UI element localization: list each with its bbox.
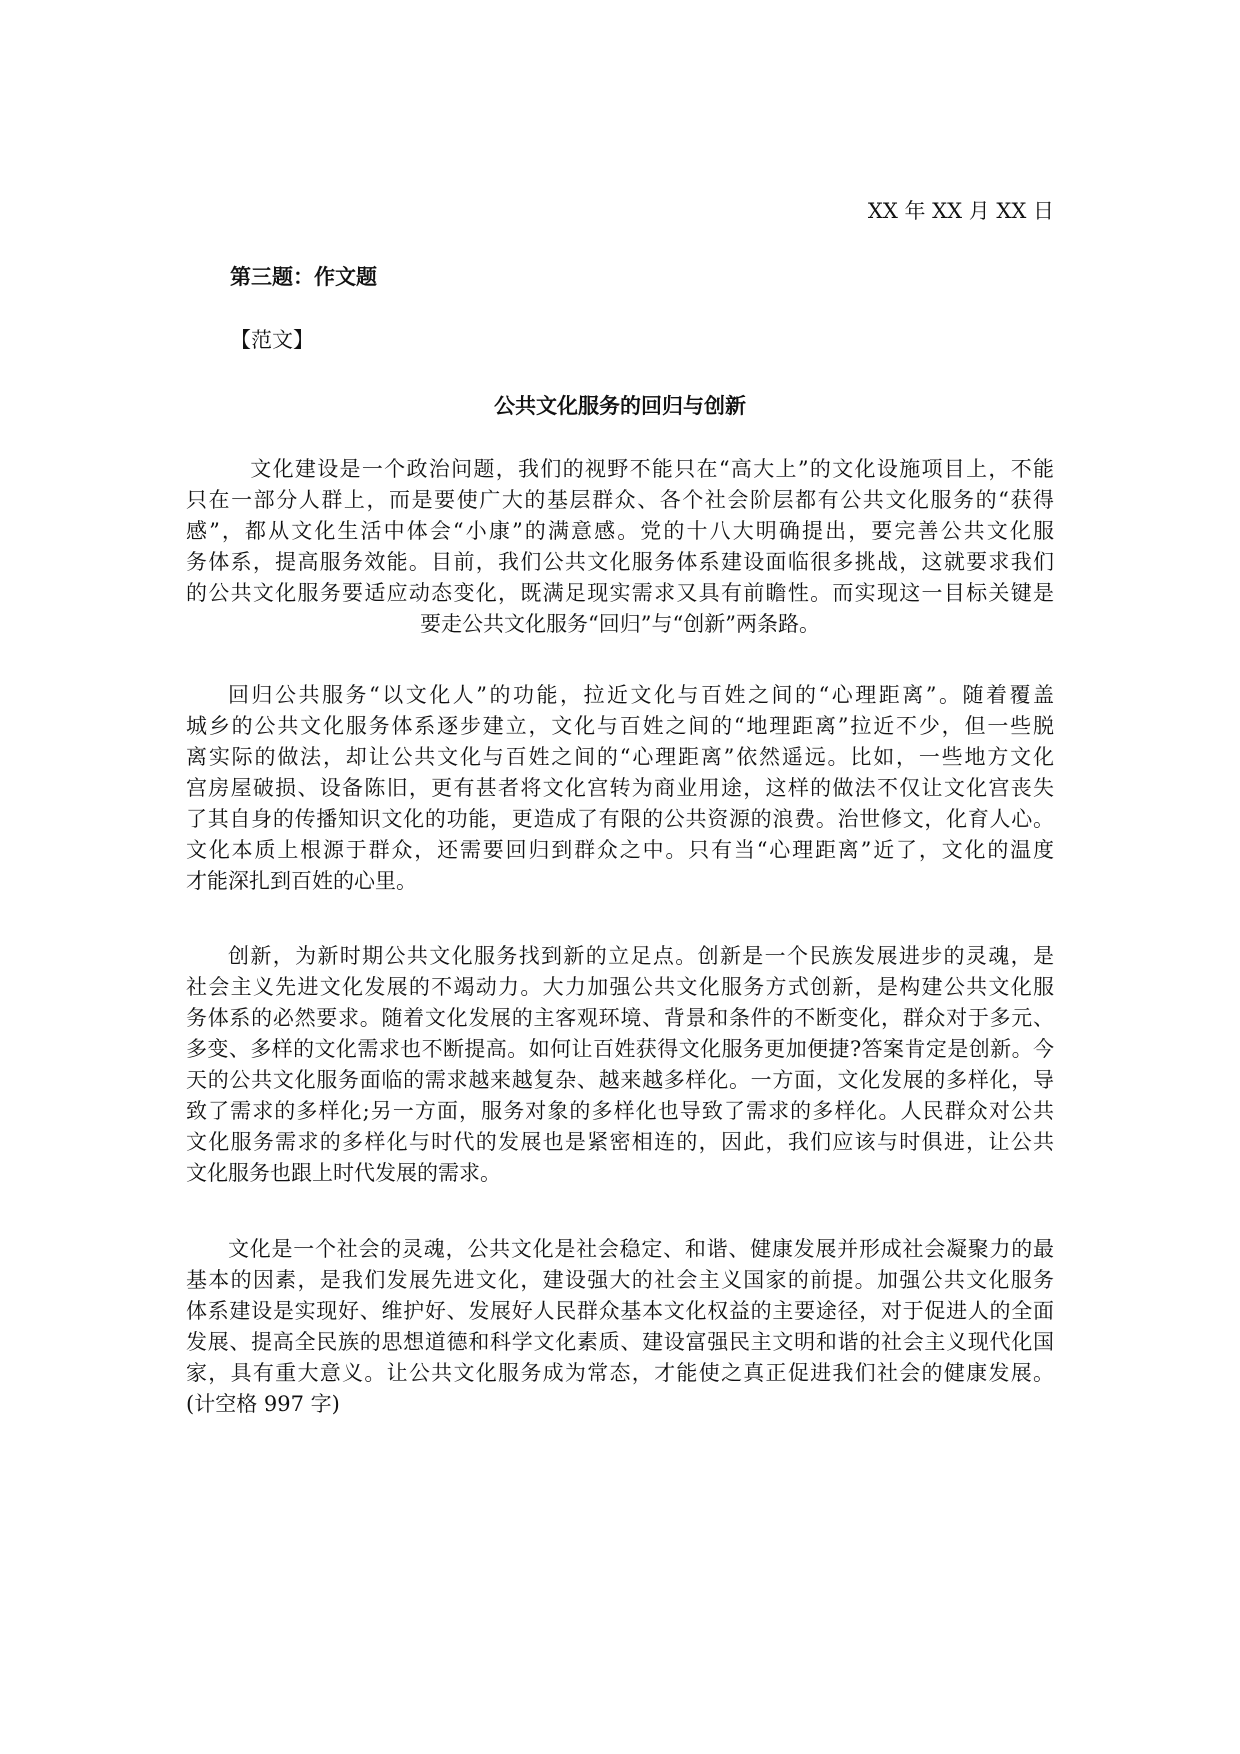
text-line: 务体系，提高服务效能。目前，我们公共文化服务体系建设面临很多挑战，这就要求我们 — [186, 550, 1054, 574]
text-line: 感”，都从文化生活中体会“小康”的满意感。党的十八大明确提出，要完善公共文化服 — [186, 519, 1054, 543]
text-line: 的公共文化服务要适应动态变化，既满足现实需求又具有前瞻性。而实现这一目标关键是 — [186, 581, 1054, 605]
text-line: 发展、提高全民族的思想道德和科学文化素质、建设富强民主文明和谐的社会主义现代化国 — [186, 1330, 1054, 1354]
text-line: 只在一部分人群上，而是要使广大的基层群众、各个社会阶层都有公共文化服务的“获得 — [186, 488, 1054, 512]
model-essay-label: 【范文】 — [230, 328, 314, 352]
text-line: 宫房屋破损、设备陈旧，更有甚者将文化宫转为商业用途，这样的做法不仅让文化宫丧失 — [186, 776, 1054, 800]
paragraph-text — [186, 454, 1054, 640]
essay-paragraph-3 — [186, 941, 1054, 1189]
text-line: 才能深扎到百姓的心里。 — [186, 869, 417, 893]
text-line: 多变、多样的文化需求也不断提高。如何让百姓获得文化服务更加便捷?答案肯定是创新。今 — [186, 1037, 1054, 1061]
text-line: 致了需求的多样化;另一方面，服务对象的多样化也导致了需求的多样化。人民群众对公共 — [186, 1099, 1054, 1123]
question-title: 第三题：作文题 — [230, 265, 377, 289]
essay-paragraph-1 — [186, 454, 1054, 640]
text-line: 回归公共服务“以文化人”的功能，拉近文化与百姓之间的“心理距离”。随着覆盖 — [228, 683, 1054, 707]
text-line: 务体系的必然要求。随着文化发展的主客观环境、背景和条件的不断变化，群众对于多元、 — [186, 1006, 1054, 1030]
text-line: 要走公共文化服务“回归”与“创新”两条路。 — [420, 612, 820, 636]
word-count-note: (计空格 997 字) — [186, 1392, 340, 1416]
text-line: 创新，为新时期公共文化服务找到新的立足点。创新是一个民族发展进步的灵魂，是 — [228, 944, 1054, 968]
text-line: 体系建设是实现好、维护好、发展好人民群众基本文化权益的主要途径，对于促进人的全面 — [186, 1299, 1054, 1323]
essay-paragraph-4 — [186, 1234, 1054, 1420]
paragraph-text — [186, 1234, 1054, 1420]
text-line: 离实际的做法，却让公共文化与百姓之间的“心理距离”依然遥远。比如，一些地方文化 — [186, 745, 1054, 769]
text-line: 城乡的公共文化服务体系逐步建立，文化与百姓之间的“地理距离”拉近不少，但一些脱 — [186, 714, 1054, 738]
text-line: 了其自身的传播知识文化的功能，更造成了有限的公共资源的浪费。治世修文，化育人心。 — [186, 807, 1054, 831]
text-line: 文化服务需求的多样化与时代的发展也是紧密相连的，因此，我们应该与时俱进，让公共 — [186, 1130, 1054, 1154]
text-line: 基本的因素，是我们发展先进文化，建设强大的社会主义国家的前提。加强公共文化服务 — [186, 1268, 1054, 1292]
text-line: 家，具有重大意义。让公共文化服务成为常态，才能使之真正促进我们社会的健康发展。 — [186, 1361, 1054, 1385]
text-line: 文化服务也跟上时代发展的需求。 — [186, 1161, 501, 1185]
paragraph-text — [186, 680, 1054, 897]
essay-title: 公共文化服务的回归与创新 — [494, 394, 746, 418]
text-line: 天的公共文化服务面临的需求越来越复杂、越来越多样化。一方面，文化发展的多样化，导 — [186, 1068, 1054, 1092]
essay-paragraph-2 — [186, 680, 1054, 897]
text-line: 文化本质上根源于群众，还需要回归到群众之中。只有当“心理距离”近了，文化的温度 — [186, 838, 1054, 862]
date-line: XX 年 XX 月 XX 日 — [867, 199, 1054, 223]
paragraph-text — [186, 941, 1054, 1189]
text-line: 文化建设是一个政治问题，我们的视野不能只在“高大上”的文化设施项目上，不能 — [228, 457, 1054, 481]
text-line: 社会主义先进文化发展的不竭动力。大力加强公共文化服务方式创新，是构建公共文化服 — [186, 975, 1054, 999]
text-line: 文化是一个社会的灵魂，公共文化是社会稳定、和谐、健康发展并形成社会凝聚力的最 — [228, 1237, 1054, 1261]
